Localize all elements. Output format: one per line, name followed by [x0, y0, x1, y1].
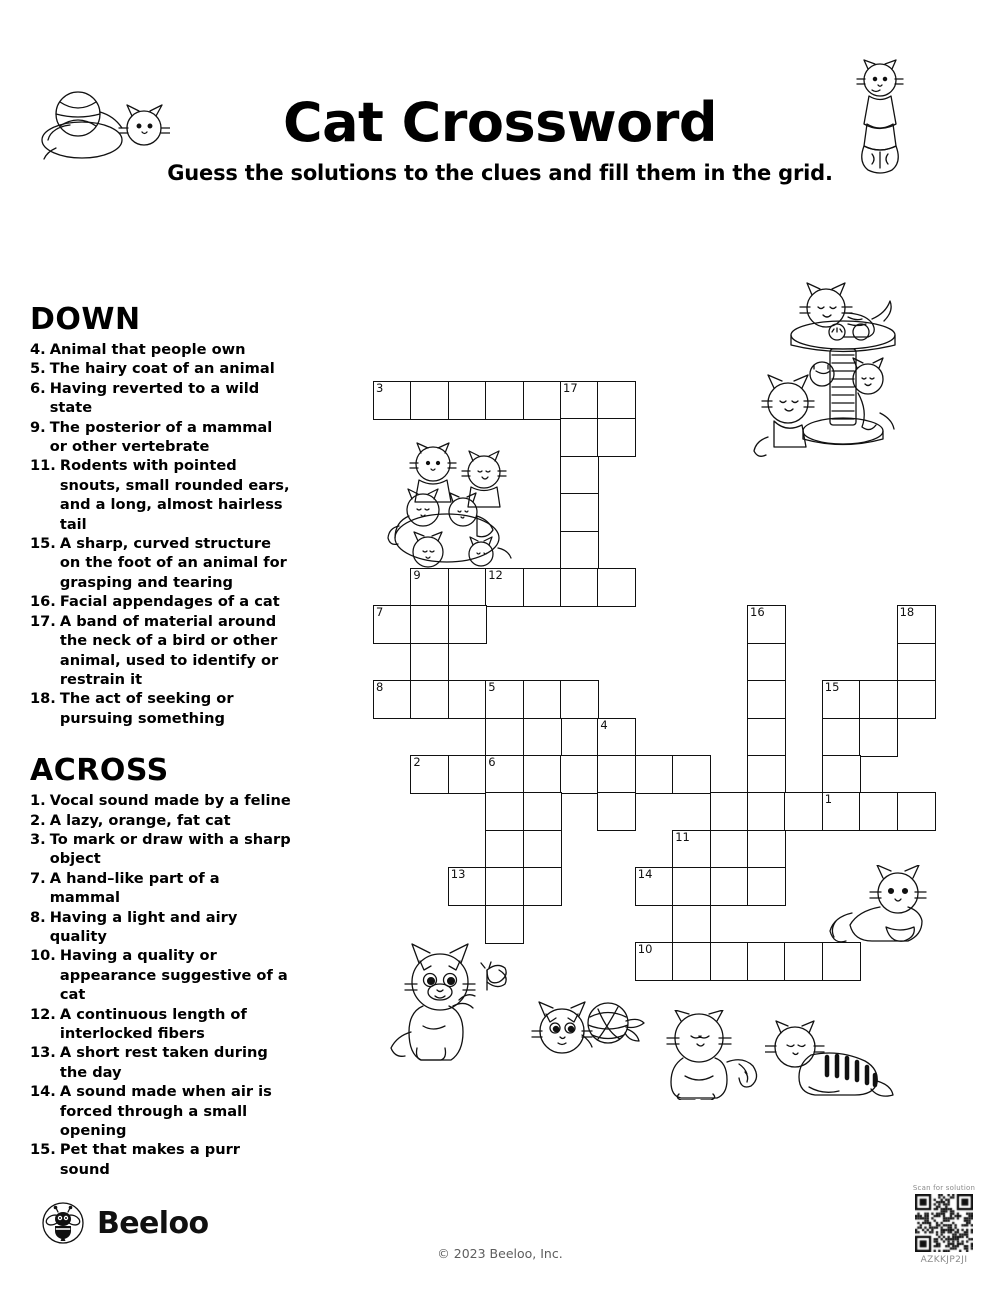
grid-cell[interactable]: [410, 755, 449, 794]
clue-number: 12.: [30, 1005, 56, 1023]
clue-item: [30, 1140, 292, 1179]
clue-text: Animal that people own: [49, 341, 246, 358]
grid-cell-number: 1: [824, 792, 833, 807]
grid-cell-number: 15: [824, 680, 840, 695]
grid-cell[interactable]: [448, 381, 487, 420]
grid-cell[interactable]: [560, 456, 599, 495]
grid-cell[interactable]: [448, 867, 487, 906]
grid-cell[interactable]: [560, 568, 599, 607]
across-heading: ACROSS: [30, 753, 169, 789]
grid-cell[interactable]: [523, 867, 562, 906]
clue-item: [30, 811, 292, 830]
grid-cell[interactable]: [373, 381, 412, 420]
clue-item: [30, 592, 292, 611]
grid-cell[interactable]: [635, 755, 674, 794]
bee-logo-icon: [42, 1202, 84, 1244]
clue-number: 6.: [30, 379, 46, 397]
clue-text: A short rest taken during the day: [59, 1044, 268, 1081]
grid-cell[interactable]: [710, 867, 749, 906]
grid-cell[interactable]: [822, 792, 861, 831]
grid-cell[interactable]: [410, 605, 449, 644]
grid-cell[interactable]: [635, 867, 674, 906]
grid-cell[interactable]: [373, 605, 412, 644]
grid-cell[interactable]: [523, 755, 562, 794]
page-footer: [0, 1184, 1000, 1294]
grid-cell[interactable]: [410, 680, 449, 719]
clue-number: 17.: [30, 612, 56, 630]
clue-text: To mark or draw with a sharp object: [49, 830, 291, 868]
grid-cell[interactable]: [672, 755, 711, 794]
grid-cell[interactable]: [859, 680, 898, 719]
grid-cell-number: 18: [899, 605, 915, 620]
sleeping-striped-cat-illustration: [765, 1015, 895, 1100]
clue-text: The posterior of a mammal or other vertebrate: [49, 418, 273, 456]
sitting-kitten-illustration: [655, 1010, 770, 1100]
clue-text: A sound made when air is forced through a small opening: [59, 1083, 272, 1140]
grid-cell[interactable]: [897, 605, 936, 644]
clue-text: A lazy, orange, fat cat: [49, 811, 231, 829]
grid-cell[interactable]: [672, 905, 711, 944]
clue-item: [30, 791, 292, 810]
qr-caption: Scan for solution: [912, 1184, 976, 1192]
grid-cell[interactable]: [448, 605, 487, 644]
grid-cell[interactable]: [560, 531, 599, 570]
grid-cell[interactable]: [710, 792, 749, 831]
grid-cell-number: 3: [376, 381, 384, 395]
grid-cell[interactable]: [822, 755, 861, 794]
grid-cell[interactable]: [485, 718, 524, 757]
grid-cell[interactable]: [747, 830, 786, 869]
grid-cell[interactable]: [747, 942, 786, 981]
clue-item: [30, 340, 292, 359]
qr-id-text: AZKKJP2JI: [920, 1255, 968, 1265]
grid-cell[interactable]: [485, 680, 524, 719]
grid-cell[interactable]: [597, 792, 636, 831]
grid-cell[interactable]: [747, 718, 786, 757]
clue-text: A continuous length of interlocked fibers: [59, 1005, 247, 1042]
grid-cell-number: 5: [488, 680, 496, 695]
clue-text: Pet that makes a purr sound: [59, 1141, 240, 1178]
grid-cell[interactable]: [448, 755, 487, 794]
page-header: [0, 0, 1000, 200]
standing-kitten-with-butterfly-illustration: [383, 940, 518, 1070]
clue-item: [30, 456, 292, 534]
down-clues-block: [30, 302, 292, 728]
brand-logo: [42, 1202, 208, 1244]
page-title: Cat Crossword: [282, 91, 718, 155]
grid-cell[interactable]: [485, 830, 524, 869]
grid-cell[interactable]: [410, 643, 449, 682]
grid-cell[interactable]: [710, 942, 749, 981]
grid-cell[interactable]: [672, 830, 711, 869]
clue-item: [30, 1043, 292, 1082]
clue-text: A band of material around the neck of a bird or other animal, used to identify or restrain it: [59, 612, 279, 688]
grid-cell[interactable]: [747, 792, 786, 831]
grid-cell[interactable]: [410, 381, 449, 420]
clue-text: A hand–like part of a mammal: [49, 869, 220, 907]
grid-cell[interactable]: [710, 830, 749, 869]
clue-item: [30, 1005, 292, 1044]
clue-number: 1.: [30, 792, 46, 810]
clue-text: Facial appendages of a cat: [59, 593, 280, 611]
grid-cell-number: 4: [600, 717, 608, 732]
clue-text: Having a light and airy quality: [49, 908, 238, 945]
clue-text: Vocal sound made by a feline: [49, 792, 291, 810]
grid-cell[interactable]: [560, 680, 599, 719]
clue-item: [30, 534, 292, 592]
grid-cell[interactable]: [635, 942, 674, 981]
grid-cell[interactable]: [747, 755, 786, 794]
clue-number: 2.: [30, 811, 46, 829]
grid-cell[interactable]: [448, 680, 487, 719]
cat-with-yarn-ball-illustration: [40, 78, 170, 168]
clue-number: 15.: [30, 1141, 56, 1159]
grid-cell[interactable]: [485, 905, 524, 944]
clue-number: 16.: [30, 593, 56, 611]
grid-cell[interactable]: [597, 418, 636, 457]
grid-cell-number: 14: [637, 867, 653, 882]
grid-cell-number: 8: [376, 680, 384, 695]
down-heading: DOWN: [30, 302, 141, 337]
grid-cell[interactable]: [597, 718, 636, 757]
clue-number: 10.: [30, 947, 56, 965]
grid-cell-number: 6: [488, 755, 496, 769]
grid-cell[interactable]: [485, 867, 524, 906]
clue-item: [30, 689, 292, 728]
clue-number: 13.: [30, 1044, 56, 1062]
grid-cell[interactable]: [747, 643, 786, 682]
grid-cell[interactable]: [523, 718, 562, 757]
clue-item: [30, 908, 292, 947]
grid-cell-number: 12: [488, 568, 503, 582]
clue-text: The hairy coat of an animal: [49, 360, 275, 378]
grid-cell[interactable]: [523, 792, 562, 831]
grid-cell[interactable]: [560, 418, 599, 457]
grid-cell[interactable]: [897, 792, 936, 831]
mermaid-cat-illustration: [845, 58, 915, 178]
grid-cell[interactable]: [822, 680, 861, 719]
clue-number: 14.: [30, 1083, 56, 1101]
grid-cell[interactable]: [784, 792, 823, 831]
clue-text: The act of seeking or pursuing something: [59, 690, 234, 727]
grid-cell[interactable]: [523, 381, 562, 420]
page-subtitle: Guess the solutions to the clues and fill them in the grid.: [167, 161, 833, 185]
grid-cell[interactable]: [747, 605, 786, 644]
clue-number: 4.: [30, 341, 46, 358]
clue-number: 5.: [30, 360, 46, 378]
clue-number: 7.: [30, 869, 46, 887]
grid-cell[interactable]: [485, 792, 524, 831]
clue-text: Having a quality or appearance suggestive of a cat: [59, 947, 288, 1004]
grid-cell[interactable]: [373, 680, 412, 719]
across-clues-block: [30, 753, 292, 1179]
clue-item: [30, 869, 292, 908]
grid-cell[interactable]: [822, 718, 861, 757]
clue-item: [30, 830, 292, 869]
grid-cell-number: 7: [376, 605, 384, 620]
grid-cell[interactable]: [897, 643, 936, 682]
pile-of-kittens-illustration: [385, 430, 530, 575]
clue-text: A sharp, curved structure on the foot of an animal for grasping and tearing: [59, 535, 287, 591]
across-clue-list: [30, 791, 292, 1179]
clue-item: [30, 418, 292, 457]
clue-number: 9.: [30, 418, 46, 436]
grid-cell[interactable]: [597, 381, 636, 420]
brand-name: Beeloo: [97, 1205, 209, 1241]
grid-cell[interactable]: [485, 755, 524, 794]
qr-code-image[interactable]: [915, 1194, 973, 1252]
grid-cell-number: 11: [675, 829, 690, 844]
copyright-text: © 2023 Beeloo, Inc.: [437, 1246, 563, 1261]
grid-cell[interactable]: [485, 381, 524, 420]
grid-cell-number: 10: [637, 942, 653, 956]
clue-number: 11.: [30, 457, 56, 475]
pouncing-cat-illustration: [826, 865, 936, 950]
clue-panel: [30, 302, 292, 1179]
grid-cell-number: 17: [563, 381, 578, 395]
clue-item: [30, 379, 292, 418]
grid-cell[interactable]: [560, 493, 599, 532]
grid-cell[interactable]: [672, 942, 711, 981]
grid-cell[interactable]: [560, 381, 599, 420]
cat-tree-with-kittens-illustration: [748, 275, 938, 465]
clue-number: 18.: [30, 690, 56, 708]
qr-block: [902, 1184, 986, 1265]
clue-number: 15.: [30, 535, 56, 553]
grid-cell[interactable]: [859, 792, 898, 831]
grid-cell[interactable]: [897, 680, 936, 719]
grid-cell[interactable]: [560, 755, 599, 794]
grid-cell[interactable]: [672, 867, 711, 906]
grid-cell[interactable]: [784, 942, 823, 981]
kitten-playing-with-yarn-illustration: [530, 995, 645, 1065]
grid-cell[interactable]: [523, 830, 562, 869]
clue-item: [30, 1082, 292, 1140]
clue-number: 8.: [30, 908, 46, 926]
grid-cell[interactable]: [523, 680, 562, 719]
grid-cell[interactable]: [597, 755, 636, 794]
clue-item: [30, 946, 292, 1004]
grid-cell-number: 9: [413, 568, 421, 582]
grid-cell[interactable]: [747, 867, 786, 906]
grid-cell-number: 16: [750, 605, 765, 620]
clue-text: Rodents with pointed snouts, small rounded ears, and a long, almost hairless tail: [59, 457, 290, 533]
grid-cell[interactable]: [597, 568, 636, 607]
grid-cell-number: 2: [413, 755, 421, 769]
clue-text: Having reverted to a wild state: [49, 379, 260, 417]
clue-item: [30, 612, 292, 690]
grid-cell[interactable]: [859, 718, 898, 757]
grid-cell[interactable]: [747, 680, 786, 719]
clue-number: 3.: [30, 830, 46, 848]
down-clue-list: [30, 340, 292, 728]
grid-cell-number: 13: [450, 867, 466, 882]
clue-item: [30, 359, 292, 378]
